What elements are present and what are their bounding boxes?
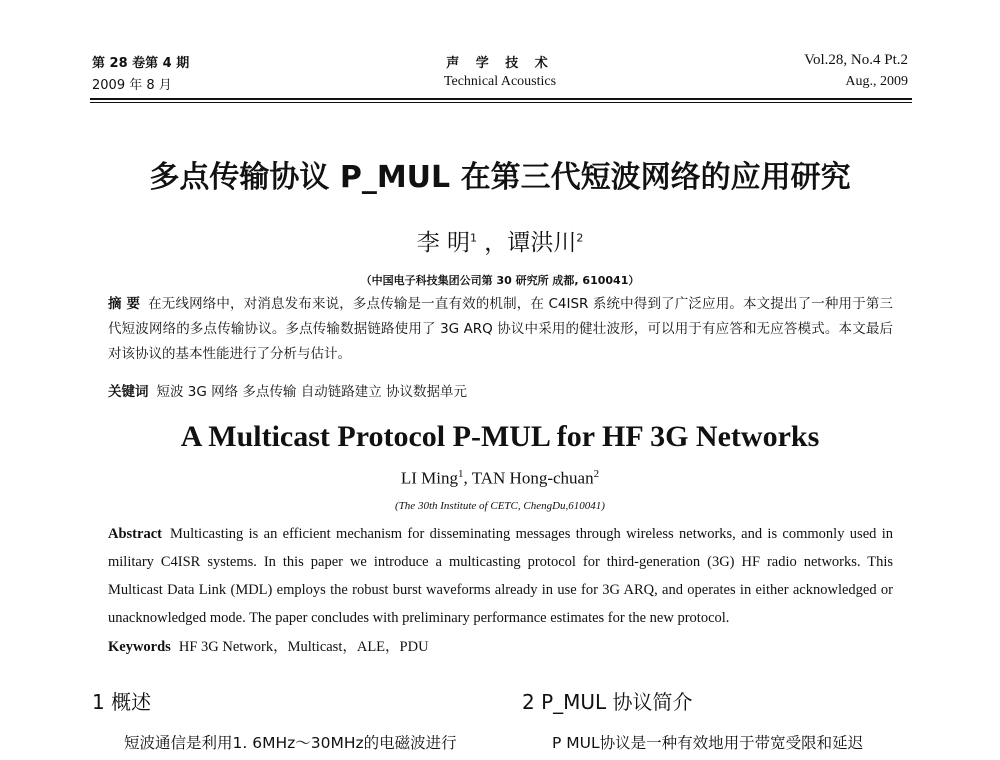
- section-2-heading: 2 P_MUL 协议简介: [522, 690, 693, 714]
- affiliation-cn: （中国电子科技集团公司第 30 研究所 成都, 610041）: [360, 274, 640, 287]
- journal-name-en: Technical Acoustics: [443, 74, 557, 89]
- paper-title-en: A Multicast Protocol P-MUL for HF 3G Networks: [180, 420, 820, 453]
- keywords-cn: [108, 380, 893, 405]
- journal-date: 2009 年 8 月: [92, 78, 172, 93]
- author-1-en: LI Ming: [400, 468, 459, 488]
- section-1-heading: 1 概述: [92, 690, 152, 714]
- journal-volume: 第 28 卷第 4 期: [92, 56, 190, 71]
- author-1-sup: 1: [470, 231, 477, 245]
- author-1-cn: 李 明: [416, 230, 470, 256]
- keywords-label-en: Keywords: [108, 639, 171, 655]
- section-1-text: 短波通信是利用1. 6MHz～30MHz的电磁波进行: [124, 734, 457, 752]
- keywords-en: [108, 633, 893, 661]
- journal-name-cn: 声 学 技 术: [446, 56, 554, 71]
- keywords-text-en: HF 3G Network，Multicast，ALE，PDU: [178, 639, 429, 655]
- affiliation-en: (The 30th Institute of CETC, ChengDu,610041): [395, 500, 605, 512]
- abstract-text-cn: 在无线网络中，对消息发布来说，多点传输是一直有效的机制，在 C4ISR 系统中得到了广泛应用。本文提出了一种用于第三代短波网络的多点传输协议。多点传输数据链路使用了 3G ARQ 协议中采用的健壮波形，可以用于有应答和无应答模式。本文最后对该协议的基本性能进行了分析与估计。: [108, 296, 893, 362]
- header-rule-thin: [90, 102, 912, 103]
- abstract-cn: [108, 292, 893, 367]
- authors-en: [0, 468, 1000, 489]
- abstract-en: [108, 520, 893, 632]
- abstract-text-en: Multicasting is an efficient mechanism for disseminating messages through wireless networks, and is commonly used in military C4ISR systems. In this paper we introduce a multicasting protocol for third-generation (3G) HF radio networks. This Multicast Data Link (MDL) employs the robust burst waveforms already in use for 3G ARQ, and operates in either acknowledged or unacknowledged mode. The paper concludes with preliminary performance estimates for the new protocol.: [108, 526, 893, 626]
- section-2-text: P MUL协议是一种有效地用于带宽受限和延迟: [552, 734, 864, 752]
- keywords-label-cn: 关键词: [108, 384, 149, 400]
- author-2-cn: 谭洪川: [507, 230, 577, 256]
- author-2-en: TAN Hong-chuan: [471, 468, 594, 488]
- paper-title-cn: 多点传输协议 P_MUL 在第三代短波网络的应用研究: [149, 160, 851, 195]
- header-rule: [90, 98, 912, 100]
- author-separator-cn: ，: [477, 230, 508, 256]
- authors-cn: [0, 224, 1000, 257]
- abstract-label-cn: 摘 要: [108, 296, 141, 312]
- author-separator-en: ,: [463, 468, 472, 488]
- author-1-sup-en: 1: [458, 468, 464, 480]
- author-2-sup-en: 2: [593, 468, 600, 480]
- author-2-sup: 2: [576, 231, 584, 245]
- journal-volume-en: Vol.28, No.4 Pt.2: [804, 52, 908, 68]
- keywords-text-cn: 短波 3G 网络 多点传输 自动链路建立 协议数据单元: [156, 384, 468, 400]
- journal-date-en: Aug., 2009: [845, 74, 908, 89]
- abstract-label-en: Abstract: [108, 526, 162, 542]
